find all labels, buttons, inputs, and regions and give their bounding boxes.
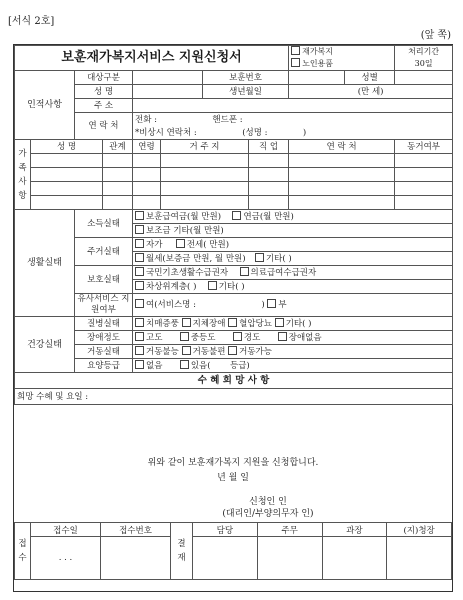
sign-chief[interactable] (322, 537, 387, 580)
family-section-label: 가 족 사 항 (15, 140, 31, 210)
similar-service-label: 유사서비스 지원여부 (75, 294, 133, 317)
processing-label: 처리기간 (408, 47, 440, 56)
age-field[interactable]: (만 세) (289, 85, 453, 99)
emergency-label: *비상시 연락처 : (135, 127, 197, 138)
receipt-number-field[interactable] (101, 537, 171, 580)
checkbox-no-disability[interactable]: 장애없음 (278, 333, 322, 343)
role-chief: 과장 (322, 523, 387, 537)
form-table: 보훈재가복지서비스 지원신청서 재가복지 노인용품 처리기간 30일 인적사항 대상구분 보훈번호 성별 성 명 생년월일 (만 세) 주 소 연 락 처 전화 : 핸드폰 : *비상시 연락처 : (성명 : ) 가 족 사 항 성 명 관계 연령 거 주 지 직 업 연 락 처 동거여부 생활실태 소득실태 보훈급여금(월 만원) 연금(월 만원) 보조금 기타(월 만원) 주거실태 자가 전세( 만원) 월세(보증금 만원, 월 만원) 기타( ) 보호실태 국민기초생활수급권자 의료급여수급권자 차상위계층( ) 기타( ) 유사서비스 지원여부 여(서비스명 : ) 부 건강실태 질병실태 치매증풍 지체장애 혈압당뇨 기타( ) 장애정도 고도 중등도 경도 장애없음 거동실태 거동불능 거동불편 거동가능 요양등급 없음 있음( 등급) 수 혜 희 망 사 항 희망 수혜 및 요일 : (14, 45, 453, 405)
receipt-section-label: 접 수 (15, 523, 31, 580)
family-col-residence: 거 주 지 (161, 140, 249, 154)
approval-label: 결 재 (171, 523, 193, 580)
checkbox-housing-jeonse[interactable]: 전세( 만원) (176, 240, 229, 250)
checkbox-immobile[interactable]: 거동불능 (135, 347, 179, 357)
vet-no-field[interactable] (289, 71, 345, 85)
checkbox-housing-other[interactable]: 기타( ) (255, 254, 292, 264)
checkbox-income-subsidy[interactable]: 보조금 기타(월 만원) (135, 226, 224, 236)
wish-label: 희망 수혜 및 요일 : (17, 391, 89, 402)
vet-no-label: 보훈번호 (203, 71, 289, 85)
checkbox-home-welfare[interactable]: 재가복지 (291, 46, 392, 58)
checkbox-housing-monthly[interactable]: 월세(보증금 만원, 월 만원) (135, 254, 246, 264)
checkbox-care-yes[interactable]: 있음( (180, 361, 211, 371)
role-manager: 주무 (257, 523, 322, 537)
income-label: 소득실태 (75, 210, 133, 238)
received-date-field[interactable]: . . . (31, 537, 101, 580)
sign-director[interactable] (387, 537, 452, 580)
housing-label: 주거실태 (75, 238, 133, 266)
birth-label: 생년월일 (203, 85, 289, 99)
family-col-job: 직 업 (249, 140, 289, 154)
checkbox-blood-pressure[interactable]: 혈압당뇨 (228, 319, 272, 329)
checkbox-disease-other[interactable]: 기타( ) (275, 319, 312, 329)
checkbox-protection-other[interactable]: 기타( ) (208, 282, 245, 292)
wish-field[interactable] (15, 389, 453, 405)
page-side-label: (앞 쪽) (420, 30, 451, 41)
life-section-label: 생활실태 (15, 210, 75, 317)
address-label: 주 소 (75, 99, 133, 113)
family-col-name: 성 명 (31, 140, 103, 154)
family-row[interactable] (15, 154, 453, 168)
disease-label: 질병실태 (75, 317, 133, 331)
receipt-number-label: 접수번호 (101, 523, 171, 537)
category-field[interactable] (133, 71, 203, 85)
wish-header: 수 혜 희 망 사 항 (15, 373, 453, 389)
checkbox-physical-disability[interactable]: 지체장애 (182, 319, 226, 329)
phone-label: 전화 : (135, 114, 157, 125)
address-field[interactable] (133, 99, 453, 113)
checkbox-similar-no[interactable]: 부 (267, 300, 286, 310)
agent-sign[interactable]: (대리인/부양의무자 인) (222, 509, 314, 519)
checkbox-limited-mobility[interactable]: 거동불편 (182, 347, 226, 357)
sign-staff[interactable] (193, 537, 258, 580)
role-staff: 담당 (193, 523, 258, 537)
care-grade-label: 요양등급 (75, 359, 133, 373)
role-director: (지)청장 (387, 523, 452, 537)
checkbox-housing-own[interactable]: 자가 (135, 240, 162, 250)
receipt-approval-block (14, 522, 452, 580)
family-col-contact: 연 락 처 (289, 140, 395, 154)
family-col-age: 연령 (133, 140, 161, 154)
sign-manager[interactable] (257, 537, 322, 580)
name-field[interactable] (133, 85, 203, 99)
checkbox-moderate[interactable]: 중등도 (180, 333, 216, 343)
name-label: 성 명 (75, 85, 133, 99)
health-section-label: 건강실태 (15, 317, 75, 373)
disability-label: 장애정도 (75, 331, 133, 345)
gender-label: 성별 (345, 71, 395, 85)
family-row[interactable] (15, 196, 453, 210)
emergency-name-label: (성명 : (242, 127, 268, 138)
checkbox-income-pension[interactable]: 보훈급여금(월 만원) (135, 212, 221, 222)
protection-label: 보호실태 (75, 266, 133, 294)
form-title: 보훈재가복지서비스 지원신청서 (15, 46, 289, 71)
mobility-label: 거동실태 (75, 345, 133, 359)
checkbox-near-poverty[interactable]: 차상위계층( ) (135, 282, 196, 292)
mobile-label: 핸드폰 : (212, 114, 243, 125)
checkbox-mobile[interactable]: 거동가능 (228, 347, 272, 357)
declaration-text: 위와 같이 보훈재가복지 지원을 신청합니다. (147, 458, 319, 468)
checkbox-senior-goods[interactable]: 노인용품 (291, 58, 392, 70)
applicant-sign[interactable]: 신청인 인 (249, 497, 287, 507)
family-col-cohabit: 동거여부 (395, 140, 453, 154)
form-number: [서식 2호] (8, 16, 55, 27)
checkbox-severe[interactable]: 고도 (135, 333, 162, 343)
family-row[interactable] (15, 182, 453, 196)
received-date-label: 접수일 (31, 523, 101, 537)
contact-label: 연 락 처 (75, 113, 133, 140)
family-row[interactable] (15, 168, 453, 182)
checkbox-care-none[interactable]: 없음 (135, 361, 162, 371)
checkbox-income-annuity[interactable]: 연금(월 만원) (232, 212, 293, 222)
personal-section-label: 인적사항 (15, 71, 75, 140)
category-label: 대상구분 (75, 71, 133, 85)
checkbox-dementia[interactable]: 치매증풍 (135, 319, 179, 329)
gender-field[interactable] (395, 71, 453, 85)
checkbox-mild[interactable]: 경도 (233, 333, 260, 343)
processing-value: 30일 (414, 59, 433, 68)
form-frame (13, 44, 453, 592)
date-line: 년 월 일 (217, 473, 249, 483)
checkbox-medical-aid[interactable]: 의료급여수급권자 (240, 268, 317, 278)
family-col-relation: 관계 (103, 140, 133, 154)
checkbox-basic-livelihood[interactable]: 국민기초생활수급권자 (135, 268, 228, 278)
checkbox-similar-yes[interactable]: 여(서비스명 : (135, 300, 196, 310)
